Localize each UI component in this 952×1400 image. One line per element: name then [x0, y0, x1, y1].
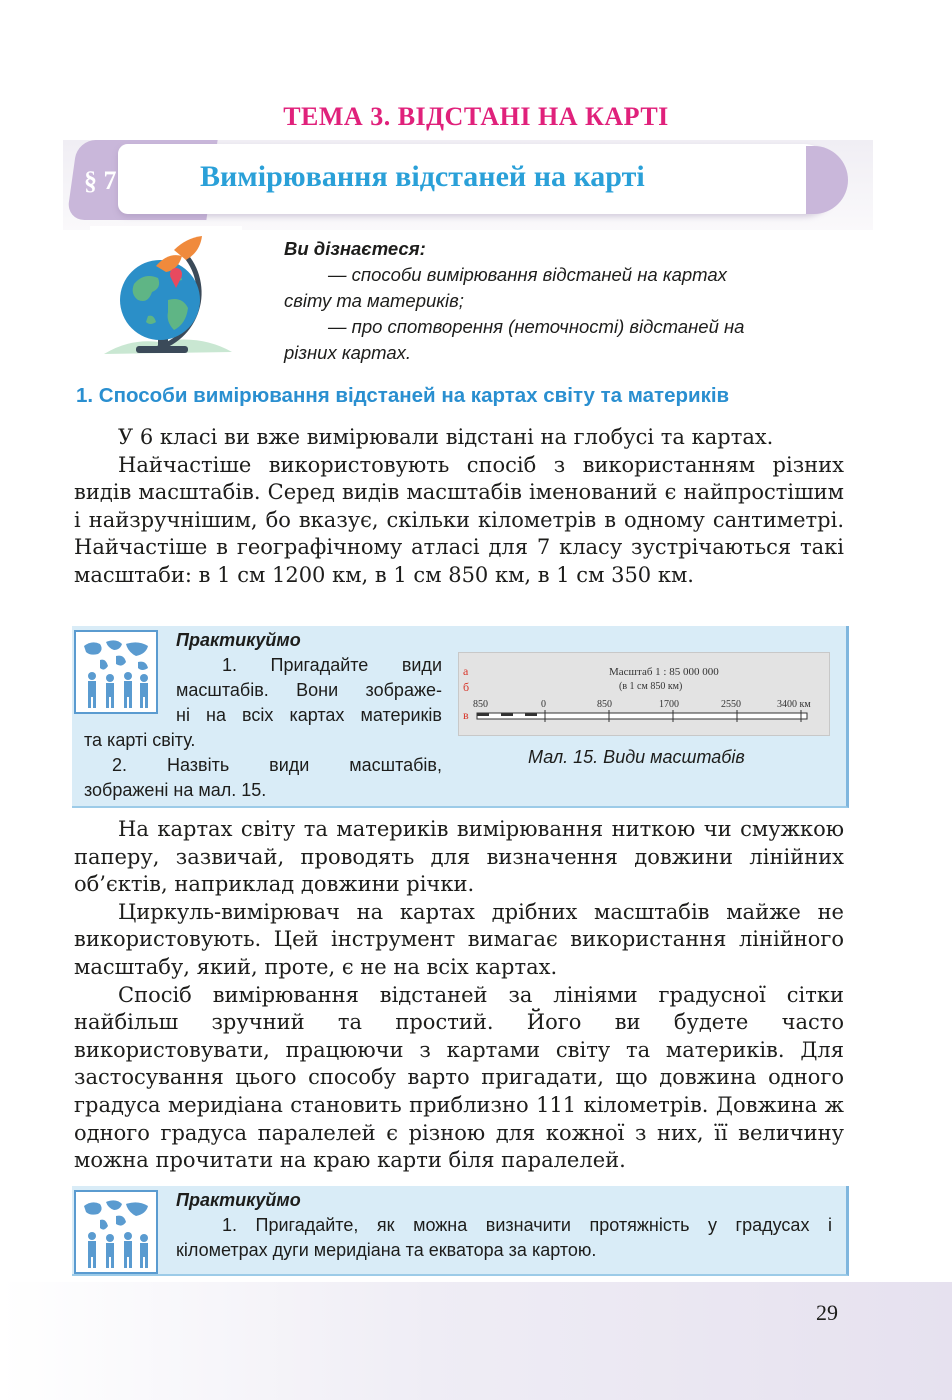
practice-task-1: [176, 653, 442, 728]
tick-label: 3400 км: [777, 699, 811, 710]
task-line: масштабів. Вони зображе-: [176, 680, 442, 700]
tick-label: 850: [473, 699, 488, 710]
task-line: 2. Назвіть види масштабів,: [112, 755, 442, 775]
task-line: 1. Пригадайте, як можна визначити протяжність у градусах і: [222, 1215, 832, 1235]
task-line: зображені на мал. 15.: [84, 780, 267, 800]
scale-figure: [458, 652, 830, 736]
page-footer-band: [0, 1282, 952, 1400]
task-line: кілометрах дуги меридіана та екватора за картою.: [176, 1240, 597, 1260]
section-heading: 1. Способи вимірювання відстаней на картах світу та материків: [76, 384, 730, 407]
world-map-people-icon: [74, 630, 158, 714]
tick-label: 850: [597, 699, 612, 710]
practice-title: Практикуймо: [176, 630, 301, 650]
tick-label: 0: [541, 699, 546, 710]
practice-box-1: [72, 626, 849, 808]
theme-title: ТЕМА 3. ВІДСТАНІ НА КАРТІ: [283, 102, 669, 131]
learn-item-2: — про спотворення (неточності) відстаней на: [328, 316, 745, 337]
learn-item-1: — способи вимірювання відстаней на картах: [328, 264, 727, 285]
learn-heading: Ви дізнаєтеся:: [284, 238, 426, 259]
globe-icon: [90, 226, 242, 360]
tick-label: 1700: [659, 699, 679, 710]
paragraph-text: У 6 класі ви вже вимірювали відстані на глобусі та картах.: [118, 425, 774, 449]
task-line: 1. Пригадайте види: [222, 655, 442, 675]
practice-task-1-cont: [84, 728, 442, 803]
scale-label-v: в: [463, 708, 469, 722]
paragraph-text: Циркуль-вимірювач на картах дрібних масштабів майже не використовують. Цей інструмент вимагає використання лінійного масштабу, який, проте, є не на всіх картах.: [74, 899, 844, 979]
task-line: ні на всіх картах материків: [176, 705, 442, 725]
learn-item-2-cont: різних картах.: [284, 342, 412, 363]
figure-caption: Мал. 15. Види масштабів: [528, 747, 745, 767]
body-text-1: [74, 424, 844, 590]
paragraph-text: На картах світу та материків вимірювання ниткою чи смужкою паперу, зазвичай, проводять для визначення довжини лінійних об’єктів, наприклад довжини річки.: [74, 817, 844, 897]
paragraph-text: Найчастіше використовують спосіб з використанням різних видів масштабів. Серед видів масштабів іменований є найпростішим і найзручнішим, бо вказує, скільки кілометрів в одному сантиметрі. Найчастіше в географічному атласі для 7 класу зустрічаються такі масштаби: в 1 см 1200 км, в 1 см 850 км, в 1 см 350 км.: [74, 452, 844, 587]
learning-objectives: [284, 236, 844, 366]
learn-item-1-cont: світу та материків;: [284, 290, 464, 311]
scale-label-a: а: [463, 664, 469, 678]
practice-task: [176, 1213, 832, 1263]
practice-title: Практикуймо: [176, 1190, 301, 1210]
tick-label: 2550: [721, 699, 741, 710]
world-map-people-icon: [74, 1190, 158, 1274]
practice-box-2: [72, 1186, 849, 1276]
task-line: та карті світу.: [84, 730, 196, 750]
paragraph-text: Спосіб вимірювання відстаней за лініями градусної сітки найбільш зручний та простий. Його ви будете часто використовувати, працюючи з картами світу та материків. Для застосування цього способу варто пригадати, що довжина одного градуса меридіана становить приблизно 111 кілометрів. Довжина ж одного градуса паралелей є різною для кожної з них, її величину можна прочитати на краю карти біля паралелей.: [74, 982, 844, 1173]
numeric-scale: Масштаб 1 : 85 000 000: [609, 666, 719, 678]
paragraph-title: Вимірювання відстаней на карті: [200, 160, 645, 193]
scale-label-b: б: [463, 680, 470, 694]
named-scale: (в 1 см 850 км): [619, 681, 683, 692]
paragraph-number: § 7: [84, 166, 117, 195]
body-text-2: [74, 816, 844, 1175]
page-number: 29: [816, 1300, 838, 1325]
